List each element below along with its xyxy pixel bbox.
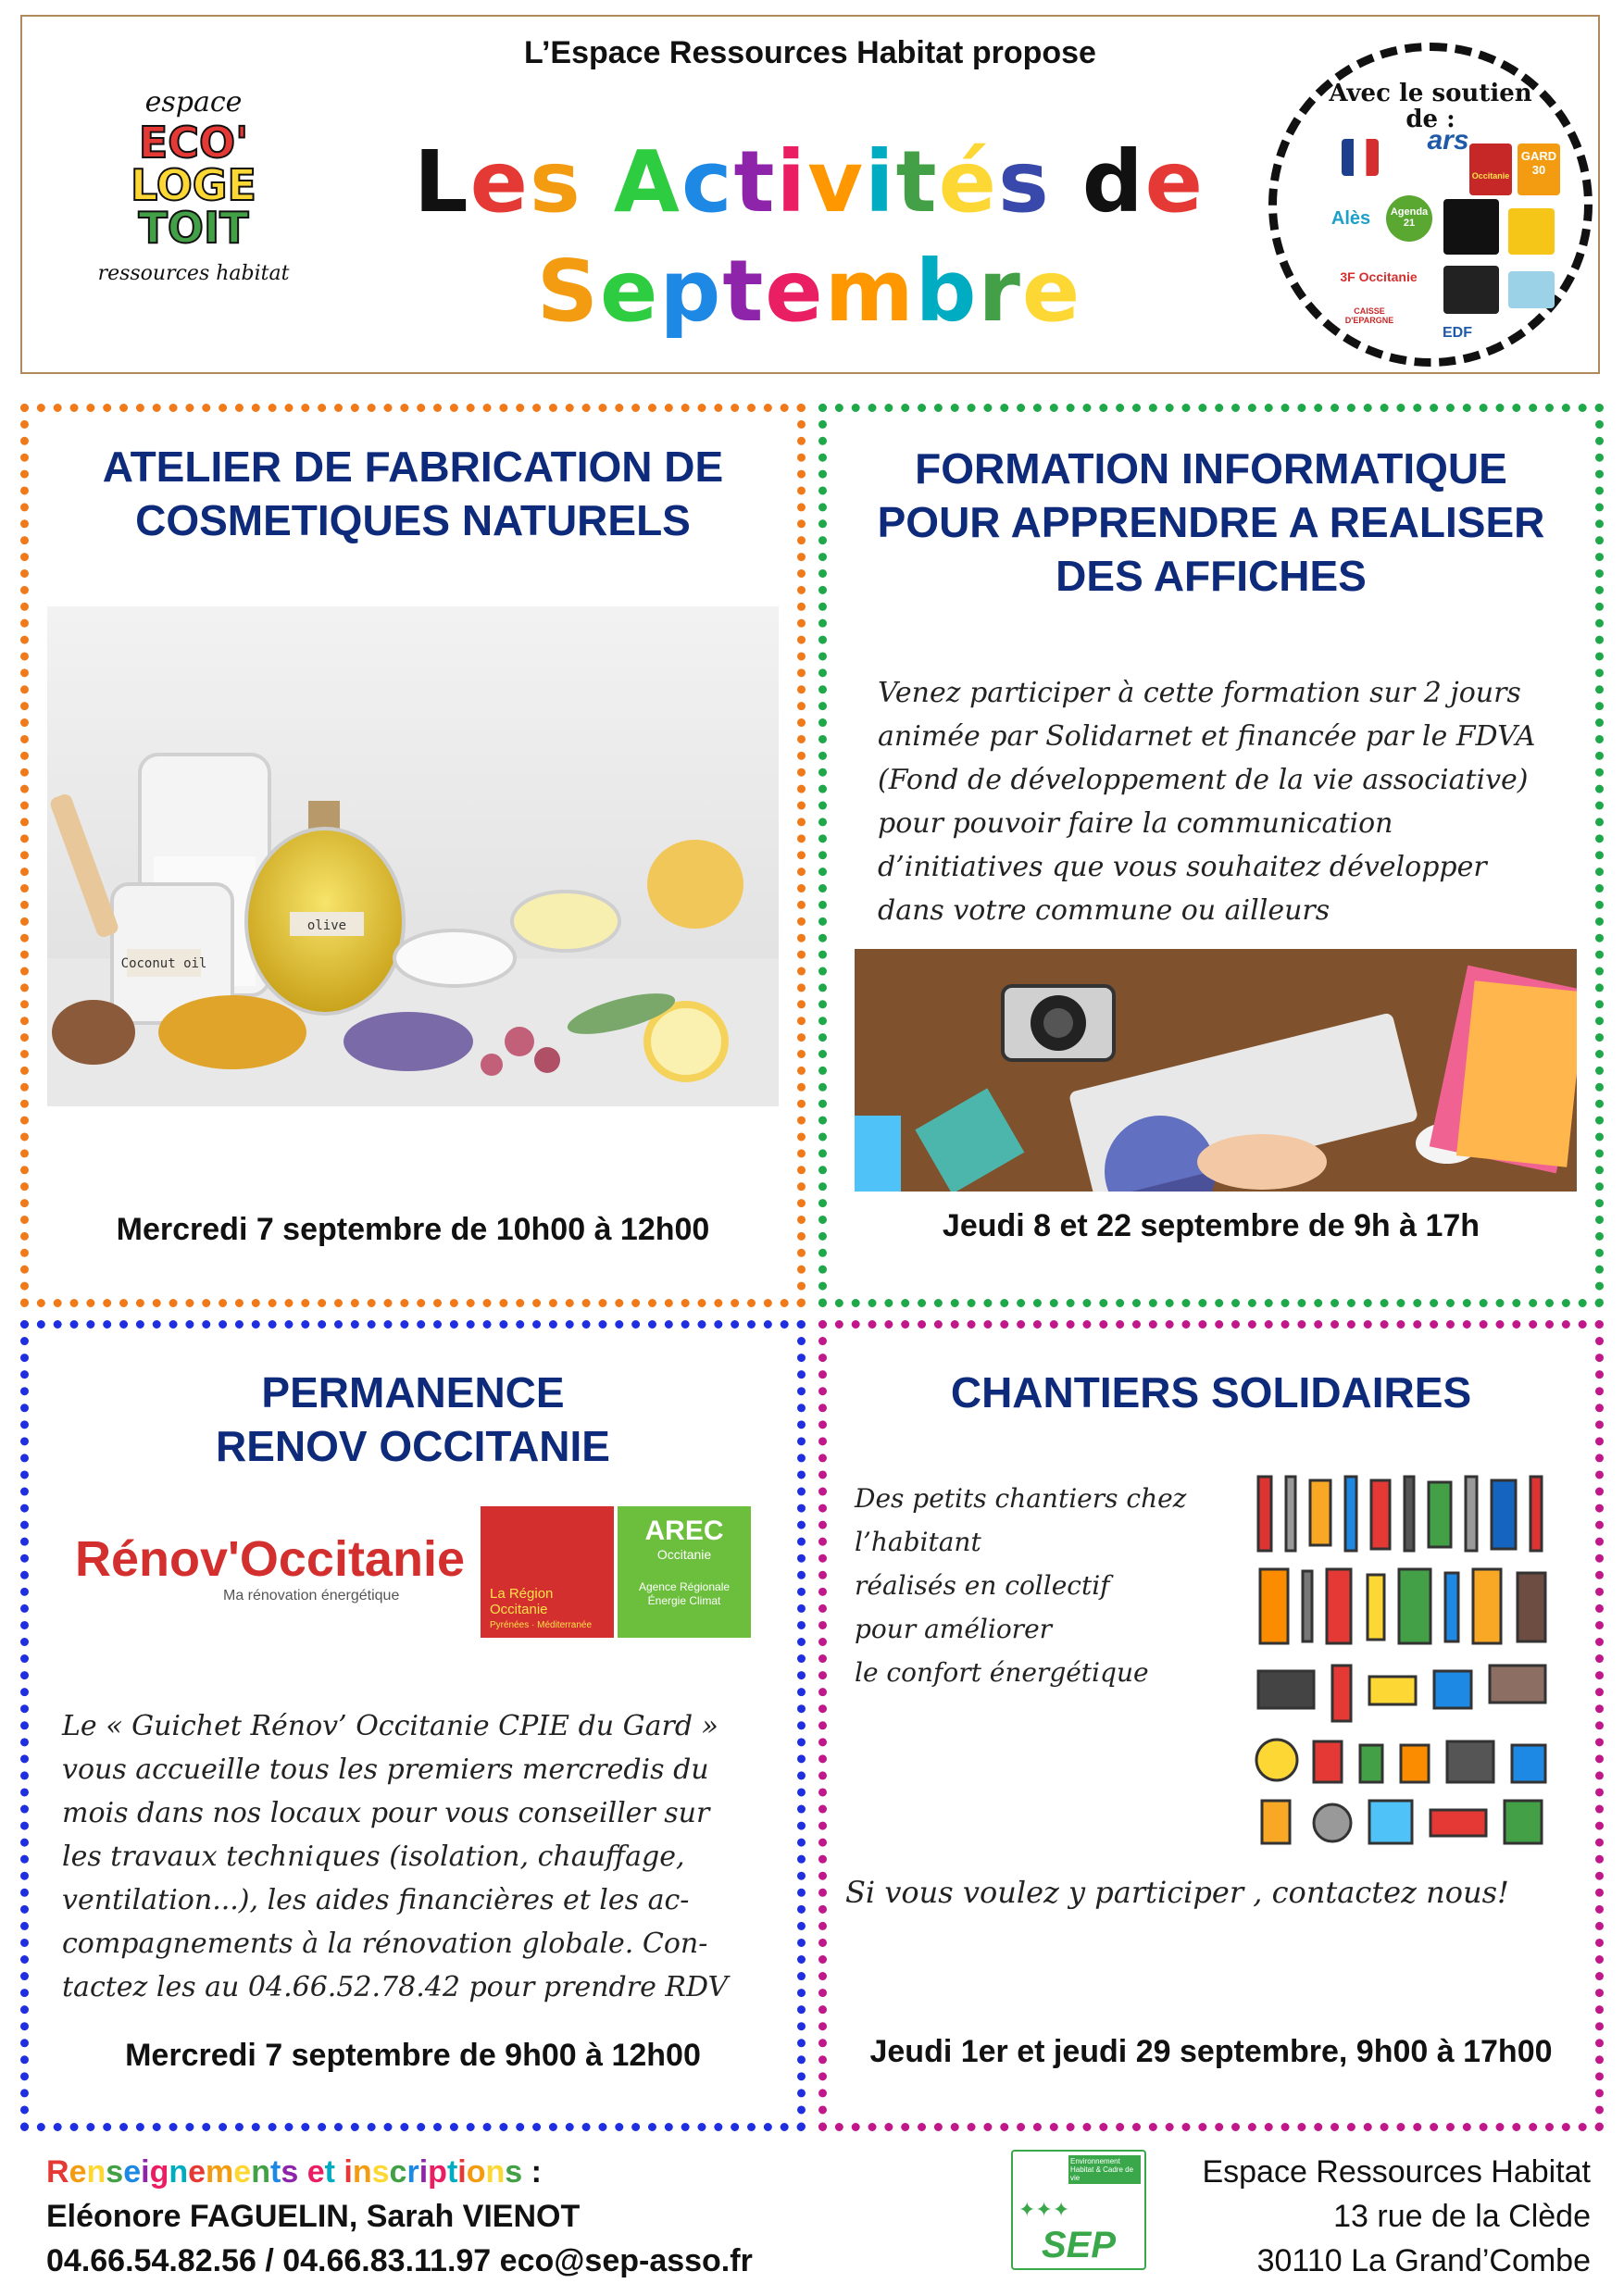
arec-logo-text: AREC [644, 1516, 724, 1546]
desk-photo [855, 949, 1577, 1192]
tools-illustration [1249, 1467, 1564, 1856]
region-logo-subtitle: Pyrénées · Méditerranée [490, 1620, 593, 1630]
info-title-letter: e [69, 2154, 87, 2190]
info-title-letter: p [428, 2154, 447, 2190]
info-title: Renseignements et inscriptions : [46, 2154, 542, 2190]
sep-logo-text: SEP [1041, 2225, 1117, 2265]
footer-address [1202, 2150, 1591, 2283]
info-title-letter: n [86, 2154, 106, 2190]
republique-francaise-flag-icon [1342, 139, 1379, 176]
training-line-5: d’initiatives que vous souhaitez développer [878, 851, 1487, 883]
info-title-letter: n [352, 2154, 372, 2190]
logo-text-eco: ECO' [138, 118, 249, 168]
title-letter: r [978, 242, 1022, 341]
title-letter: e [600, 242, 660, 341]
info-title-letter: e [306, 2154, 325, 2190]
training-line-2: animée par Solidarnet et financée par le FDVA [878, 720, 1536, 753]
title-letter: e [469, 132, 530, 231]
title-letter: L [413, 132, 470, 231]
arec-logo [618, 1506, 751, 1638]
info-title-letter: e [188, 2154, 206, 2190]
worksites-line-2: l’habitant [855, 1527, 981, 1557]
info-title-letter: t [446, 2154, 458, 2190]
worksites-title: CHANTIERS SOLIDAIRES [950, 1368, 1472, 1416]
worksites-date: Jeudi 1er et jeudi 29 septembre, 9h00 à 17h00 [869, 2034, 1553, 2069]
cosmetics-title [29, 440, 797, 547]
info-title-letter: s [106, 2154, 124, 2190]
training-date: Jeudi 8 et 22 septembre de 9h à 17h [942, 1208, 1480, 1243]
info-title-letter: s [505, 2154, 523, 2190]
info-title-letter: t [324, 2154, 335, 2190]
info-title-letter: t [269, 2154, 281, 2190]
sponsor-occitanie: Occitanie [1469, 144, 1512, 195]
info-title-letter: e [123, 2154, 142, 2190]
info-title-letter: e [233, 2154, 252, 2190]
training-line-3: (Fond de développement de la vie associative) [878, 764, 1529, 796]
training-title-line-1: FORMATION INFORMATIQUE [915, 444, 1507, 493]
sponsor-ales: Alès [1330, 208, 1371, 229]
title-letter: v [807, 132, 866, 231]
renov-line-1: Le « Guichet Rénov’ Occitanie CPIE du Gard » [62, 1710, 718, 1742]
title-letter: i [776, 132, 808, 231]
worksites-cta: Si vous voulez y participer , contactez nous! [845, 1875, 1509, 1910]
contact-phones-email: 04.66.54.82.56 / 04.66.83.11.97 eco@sep-asso.fr [46, 2243, 753, 2278]
title-letter: b [915, 242, 979, 341]
renov-date: Mercredi 7 septembre de 9h00 à 12h00 [125, 2038, 701, 2073]
worksites-line-4: pour améliorer [855, 1614, 1053, 1644]
card-renov-occitanie [20, 1320, 806, 2131]
title-letter: e [1021, 242, 1082, 341]
training-title-line-3: DES AFFICHES [1056, 552, 1367, 600]
card-computer-training [818, 404, 1604, 1307]
info-title-letter: c [389, 2154, 407, 2190]
info-title-letter: r [406, 2154, 419, 2190]
cosmetics-title-line-2: COSMETIQUES NATURELS [135, 496, 691, 544]
renov-logo-text: Rénov'Occitanie [75, 1531, 465, 1587]
cosmetics-date: Mercredi 7 septembre de 10h00 à 12h00 [116, 1212, 710, 1247]
title-letter: s [529, 132, 582, 231]
contact-names: Eléonore FAGUELIN, Sarah VIENOT [46, 2199, 581, 2234]
title-line-1 [374, 128, 1244, 237]
info-title-letter: n [485, 2154, 506, 2190]
title-letter: t [733, 132, 777, 231]
training-title-line-2: POUR APPRENDRE A REALISER [877, 498, 1545, 546]
renov-line-2: vous accueille tous les premiers mercredis du [62, 1753, 709, 1786]
worksites-line-5: le confort énergétique [855, 1657, 1149, 1688]
sponsor-gard: GARD 30 [1518, 144, 1560, 195]
sponsor-edf: EDF [1443, 325, 1472, 341]
title-letter: d [1081, 132, 1145, 231]
card-cosmetics-workshop [20, 404, 806, 1307]
logo-text-espace: espace [144, 86, 243, 119]
renov-logo-subtitle: Ma rénovation énergétique [223, 1588, 400, 1603]
info-title-letter: m [206, 2154, 234, 2190]
info-title-letter: s [281, 2154, 299, 2190]
training-title [827, 442, 1595, 603]
renov-description [62, 1704, 728, 2009]
sep-logo [1011, 2150, 1146, 2270]
renov-title-line-1: PERMANENCE [261, 1368, 565, 1416]
info-title-letter: i [418, 2154, 429, 2190]
info-title-letter: i [141, 2154, 150, 2190]
title-letter: t [895, 132, 939, 231]
sponsor-circle [1268, 43, 1593, 367]
renov-title-line-2: RENOV OCCITANIE [216, 1422, 610, 1470]
ecologetoit-logo [82, 81, 305, 304]
page-title [374, 128, 1244, 346]
arec-logo-sub-2: Agence Régionale Énergie Climat [638, 1580, 731, 1607]
sponsor-portrait-logo-icon [1443, 266, 1499, 314]
title-letter [1051, 128, 1082, 237]
info-title-letter: g [149, 2154, 169, 2190]
worksites-line-3: réalisés en collectif [855, 1570, 1110, 1601]
sponsor-dark-logo-icon [1443, 199, 1499, 255]
sep-logo-tagline: Environnement Habitat & Cadre de vie [1068, 2155, 1141, 2184]
region-occitanie-logo [481, 1506, 614, 1638]
worksites-description [855, 1477, 1186, 1694]
logo-text-loge: LOGE [131, 160, 256, 210]
header-intro: L’Espace Ressources Habitat propose [524, 35, 1096, 70]
sponsor-agenda21: Agenda 21 [1386, 195, 1432, 242]
title-letter: S [536, 242, 601, 341]
title-letter: A [613, 132, 681, 231]
renov-line-7: tactez les au 04.66.52.78.42 pour prendre RDV [62, 1971, 729, 2003]
sponsor-yellow-logo-icon [1508, 208, 1555, 255]
worksites-line-1: Des petits chantiers chez [855, 1483, 1187, 1514]
arec-logo-sub-1: Occitanie [656, 1547, 712, 1562]
sponsor-ars: ars [1427, 125, 1469, 156]
training-line-6: dans votre commune ou ailleurs [878, 894, 1330, 927]
address-org: Espace Ressources Habitat [1202, 2154, 1591, 2190]
info-title-letter [298, 2154, 306, 2190]
title-letter: p [659, 242, 723, 341]
title-letter [582, 128, 614, 237]
renov-line-6: compagnements à la rénovation globale. Con- [62, 1928, 708, 1960]
title-letter: c [681, 132, 734, 231]
title-letter: e [765, 242, 825, 341]
footer-contact [46, 2150, 753, 2283]
title-letter: e [1144, 132, 1206, 231]
logo-text-toit: TOIT [138, 203, 249, 253]
training-line-4: pour pouvoir faire la communication [878, 807, 1393, 840]
sponsor-caisse-epargne: CAISSE D'EPARGNE [1344, 306, 1394, 325]
header-banner [20, 15, 1600, 374]
address-street: 13 rue de la Clède [1333, 2199, 1591, 2234]
logo-text-ressources: ressources habitat [97, 262, 290, 285]
title-letter: m [824, 242, 916, 341]
renov-occitanie-logo [75, 1530, 465, 1632]
training-line-1: Venez participer à cette formation sur 2 jours [878, 677, 1521, 709]
title-letter: é [938, 132, 998, 231]
title-letter: s [997, 132, 1051, 231]
sponsor-label-line-2: de : [1405, 106, 1455, 133]
title-letter: t [722, 242, 766, 341]
info-title-letter: o [466, 2154, 486, 2190]
address-city: 30110 La Grand’Combe [1256, 2243, 1591, 2278]
region-logo-text: La Région Occitanie [490, 1586, 554, 1617]
info-title-letter: n [251, 2154, 270, 2190]
info-title-letter: i [344, 2154, 353, 2190]
info-title-letter: s [371, 2154, 390, 2190]
info-title-letter [335, 2154, 344, 2190]
olive-label: olive [306, 918, 347, 933]
sponsor-label-line-1: Avec le soutien [1329, 80, 1532, 107]
cosmetics-title-line-1: ATELIER DE FABRICATION DE [102, 443, 724, 491]
sponsor-blue-logo-icon [1508, 271, 1555, 308]
info-title-letter: R [46, 2154, 69, 2190]
cosmetics-photo [47, 606, 779, 1106]
title-letter: i [865, 132, 896, 231]
info-title-letter: n [169, 2154, 189, 2190]
sponsor-3f: 3F Occitanie [1340, 269, 1418, 284]
renov-line-4: les travaux techniques (isolation, chauffage, [62, 1841, 685, 1873]
renov-line-3: mois dans nos locaux pour vous conseiller sur [62, 1797, 710, 1829]
coconut-oil-label: Coconut oil [120, 956, 207, 971]
renov-line-5: ventilation...), les aides financières et les ac- [62, 1884, 690, 1916]
sep-people-icon: ✦✦✦ [1018, 2198, 1070, 2221]
training-description [878, 671, 1535, 932]
card-solidarity-worksites [818, 1320, 1604, 2131]
info-title-letter: i [457, 2154, 467, 2190]
renov-title [29, 1366, 797, 1473]
title-line-2 [374, 237, 1244, 346]
